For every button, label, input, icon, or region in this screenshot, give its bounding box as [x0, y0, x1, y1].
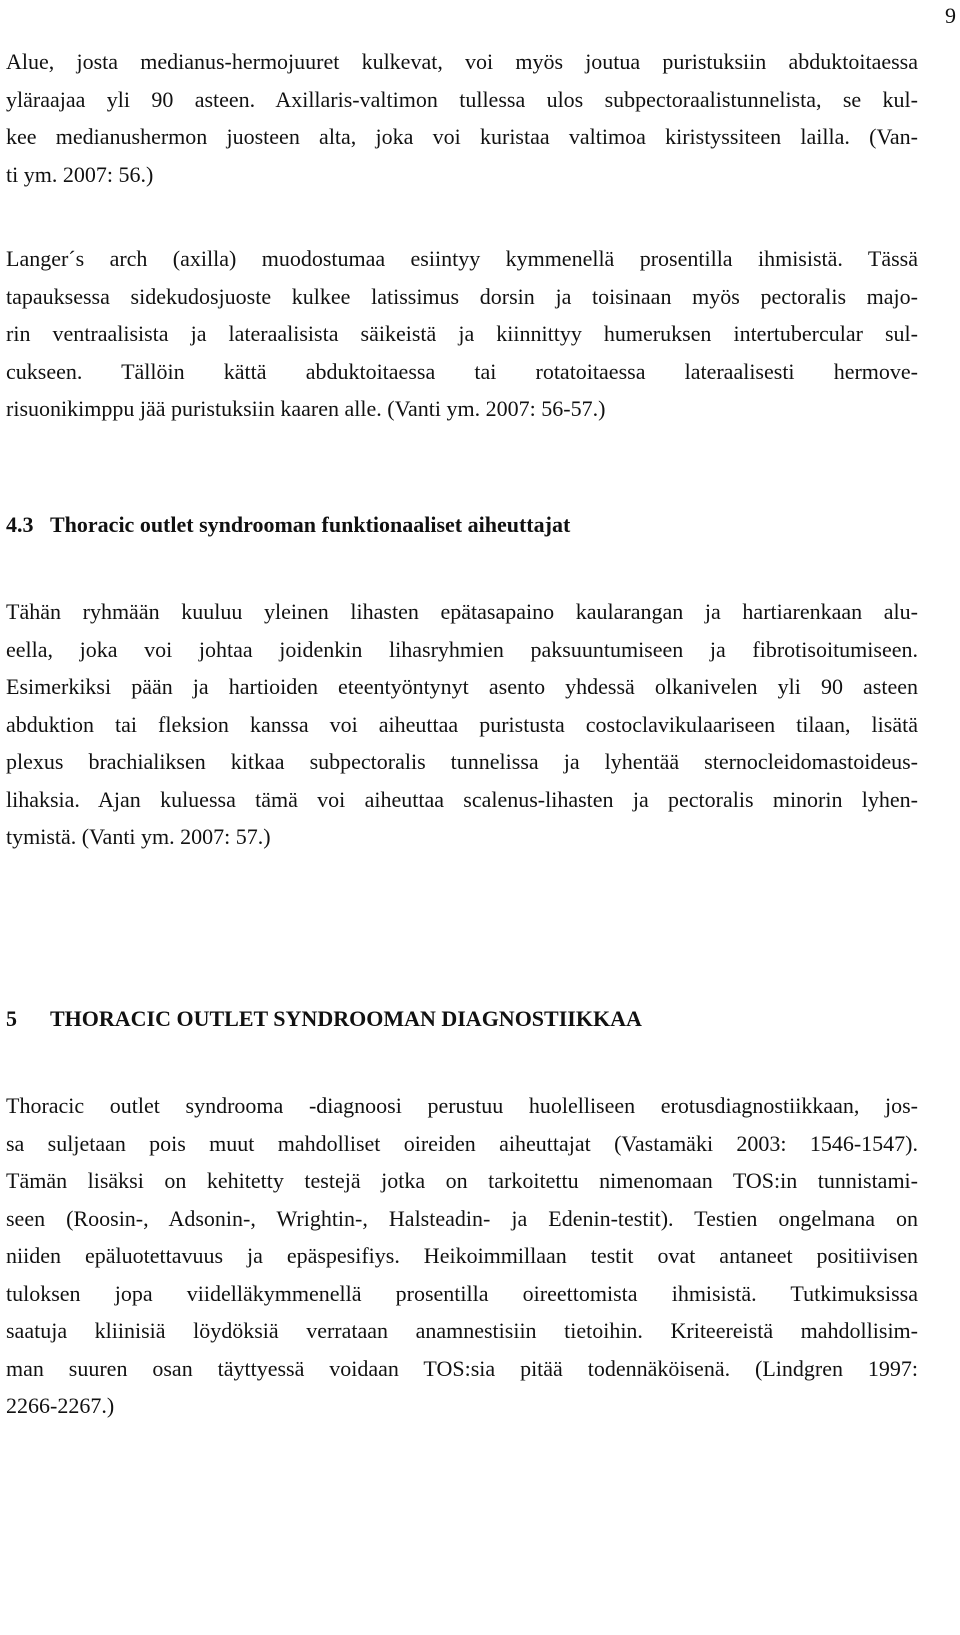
- text-line: Alue, josta medianus-hermojuuret kulkevat, voi myös joutua puristuksiin abduktoitaessa: [6, 49, 918, 74]
- text-line: saatuja kliinisiä löydöksiä verrataan anamnestisiin tietoihin. Kriteereistä mahdollisim-: [6, 1318, 918, 1343]
- text-line: Esimerkiksi pään ja hartioiden eteentyöntynyt asento yhdessä olkanivelen yli 90 asteen: [6, 674, 918, 699]
- text-line: lihaksia. Ajan kuluessa tämä voi aiheuttaa scalenus-lihasten ja pectoralis minorin lyhen-: [6, 786, 918, 812]
- section-number: 4.3: [6, 511, 34, 537]
- document-body: [6, 43, 918, 1425]
- text-line: eella, joka voi johtaa joidenkin lihasryhmien paksuuntumiseen ja fibrotisoitumiseen.: [6, 636, 918, 662]
- text-line: ti ym. 2007: 56.): [6, 161, 154, 187]
- paragraph-2: [6, 240, 918, 428]
- paragraph-section-5: [6, 1087, 918, 1425]
- text-line: sa suljetaan pois muut mahdolliset oireiden aiheuttajat (Vastamäki 2003: 1546-1547).: [6, 1130, 918, 1156]
- text-line: yläraajaa yli 90 asteen. Axillaris-valtimon tullessa ulos subpectoraalistunnelista, se kul-: [6, 86, 918, 112]
- spacer: [6, 543, 918, 593]
- text-line: tymistä. (Vanti ym. 2007: 57.): [6, 824, 271, 849]
- text-line: 2266-2267.): [6, 1393, 115, 1418]
- text-line: abduktion tai fleksion kanssa voi aiheuttaa puristusta costoclavikulaariseen tilaan, lisätä: [6, 711, 918, 737]
- section-number: 5: [6, 1005, 17, 1031]
- section-heading-5: [6, 1000, 918, 1038]
- text-line: Tähän ryhmään kuuluu yleinen lihasten epätasapaino kaularangan ja hartiarenkaan alu-: [6, 599, 918, 624]
- paragraph-section-4-3: [6, 593, 918, 856]
- spacer: [6, 193, 918, 240]
- text-line: risuonikimppu jää puristuksiin kaaren alle. (Vanti ym. 2007: 56-57.): [6, 396, 606, 421]
- section-heading-4-3: [6, 506, 918, 544]
- text-line: cukseen. Tällöin kättä abduktoitaessa tai rotatoitaessa lateraalisesti hermove-: [6, 358, 918, 384]
- page-number: 9: [945, 3, 956, 28]
- text-line: tapauksessa sidekudosjuoste kulkee latissimus dorsin ja toisinaan myös pectoralis majo-: [6, 283, 918, 309]
- text-line: rin ventraalisista ja lateraalisista säikeistä ja kiinnittyy humeruksen intertubercular sul-: [6, 321, 918, 346]
- text-line: man suuren osan täyttyessä voidaan TOS:sia pitää todennäköisenä. (Lindgren 1997:: [6, 1355, 918, 1381]
- text-line: Thoracic outlet syndrooma -diagnoosi perustuu huolelliseen erotusdiagnostiikkaan, jos-: [6, 1093, 918, 1118]
- text-line: kee medianushermon juosteen alta, joka voi kuristaa valtimoa kiristyssiteen lailla. (Van-: [6, 124, 918, 149]
- section-title: THORACIC OUTLET SYNDROOMAN DIAGNOSTIIKKAA: [50, 1005, 642, 1031]
- spacer: [6, 1037, 918, 1087]
- text-line: Langer´s arch (axilla) muodostumaa esiintyy kymmenellä prosentilla ihmisistä. Tässä: [6, 246, 918, 271]
- spacer: [6, 856, 918, 1000]
- paragraph-1: [6, 43, 918, 193]
- text-line: seen (Roosin-, Adsonin-, Wrightin-, Halsteadin- ja Edenin-testit). Testien ongelmana on: [6, 1205, 918, 1231]
- text-line: tuloksen jopa viidelläkymmenellä prosentilla oireettomista ihmisistä. Tutkimuksissa: [6, 1280, 918, 1306]
- section-title: Thoracic outlet syndrooman funktionaaliset aiheuttajat: [50, 511, 571, 537]
- text-line: Tämän lisäksi on kehitetty testejä jotka on tarkoitettu nimenomaan TOS:in tunnistami-: [6, 1168, 918, 1193]
- text-line: niiden epäluotettavuus ja epäspesifiys. Heikoimmillaan testit ovat antaneet positiivisen: [6, 1243, 918, 1268]
- text-line: plexus brachialiksen kitkaa subpectoralis tunnelissa ja lyhentää sternocleidomastoideus-: [6, 749, 918, 774]
- spacer: [6, 428, 918, 506]
